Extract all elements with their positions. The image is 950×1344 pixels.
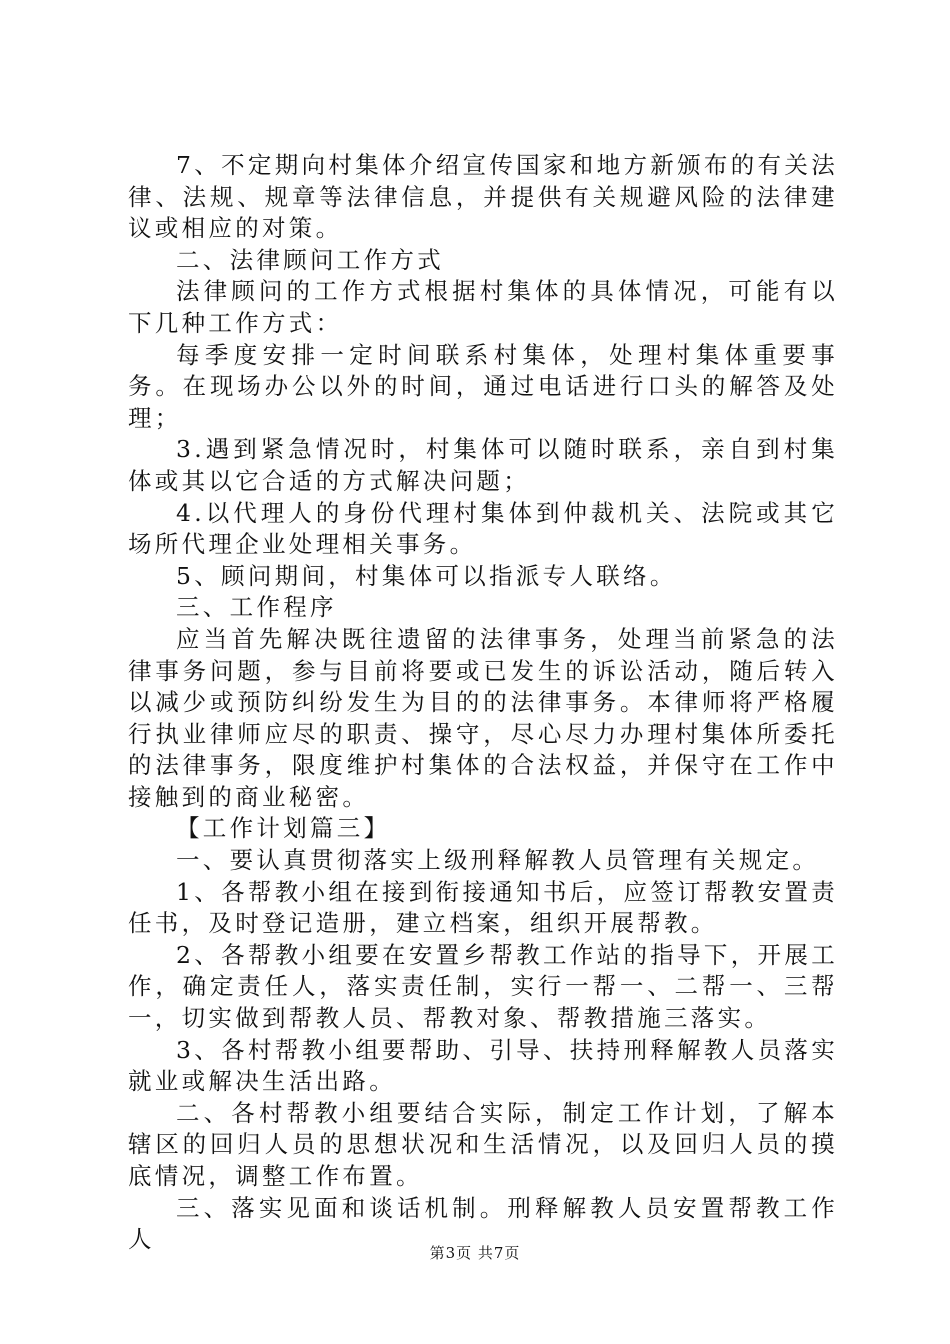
heading-work-mode: 二、法律顾问工作方式 — [176, 245, 444, 274]
paragraph-liaison: 5、顾问期间，村集体可以指派专人联络。 — [176, 561, 677, 590]
paragraph-employment: 3、各村帮教小组要帮助、引导、扶持刑释解教人员落实就业或解决生活出路。 — [128, 1035, 838, 1096]
heading-implement-rules: 一、要认真贯彻落实上级刑释解教人员管理有关规定。 — [176, 846, 820, 875]
paragraph-work-mode-intro: 法律顾问的工作方式根据村集体的具体情况，可能有以下几种工作方式： — [128, 277, 838, 337]
paragraph-legal-info: 7、不定期向村集体介绍宣传国家和地方新颁布的有关法律、法规、规章等法律信息，并提供有关规避风险的法律建议或相应的对策。 — [128, 151, 838, 243]
paragraph-emergency: 3.遇到紧急情况时，村集体可以随时联系，亲自到村集体或其以它合适的方式解决问题； — [128, 435, 838, 495]
heading-procedure: 三、工作程序 — [176, 593, 337, 622]
paragraph-quarterly-contact: 每季度安排一定时间联系村集体，处理村集体重要事务。在现场办公以外的时间，通过电话进行口头的解答及处理； — [128, 340, 838, 432]
paragraph-agreement: 1、各帮教小组在接到衔接通知书后，应签订帮教安置责任书，及时登记造册，建立档案，组织开展帮教。 — [128, 877, 838, 938]
paragraph-agent: 4.以代理人的身份代理村集体到仲裁机关、法院或其它场所代理企业处理相关事务。 — [128, 498, 838, 559]
paragraph-procedure: 应当首先解决既往遗留的法律事务，处理当前紧急的法律事务问题，参与目前将要或已发生的诉讼活动，随后转入以减少或预防纠纷发生为目的的法律事务。本律师将严格履行执业律师应尽的职责、操守，尽心尽力办理村集体所委托的法律事务，限度维护村集体的合法权益，并保守在工作中接触到的商业秘密。 — [128, 624, 838, 811]
page-number-footer: 第3页 共7页 — [429, 1244, 521, 1262]
heading-work-plan: 二、各村帮教小组要结合实际，制定工作计划，了解本辖区的回归人员的思想状况和生活情况，以及回归人员的摸底情况，调整工作布置。 — [128, 1098, 838, 1190]
paragraph-responsibility: 2、各帮教小组要在安置乡帮教工作站的指导下，开展工作，确定责任人，落实责任制，实行一帮一、二帮一、三帮一，切实做到帮教人员、帮教对象、帮教措施三落实。 — [128, 940, 838, 1033]
heading-meeting-mechanism: 三、落实见面和谈话机制。刑释解教人员安置帮教工作人 — [128, 1193, 838, 1254]
section-title-plan-three: 【工作计划篇三】 — [176, 814, 391, 843]
document-body — [128, 150, 838, 1256]
